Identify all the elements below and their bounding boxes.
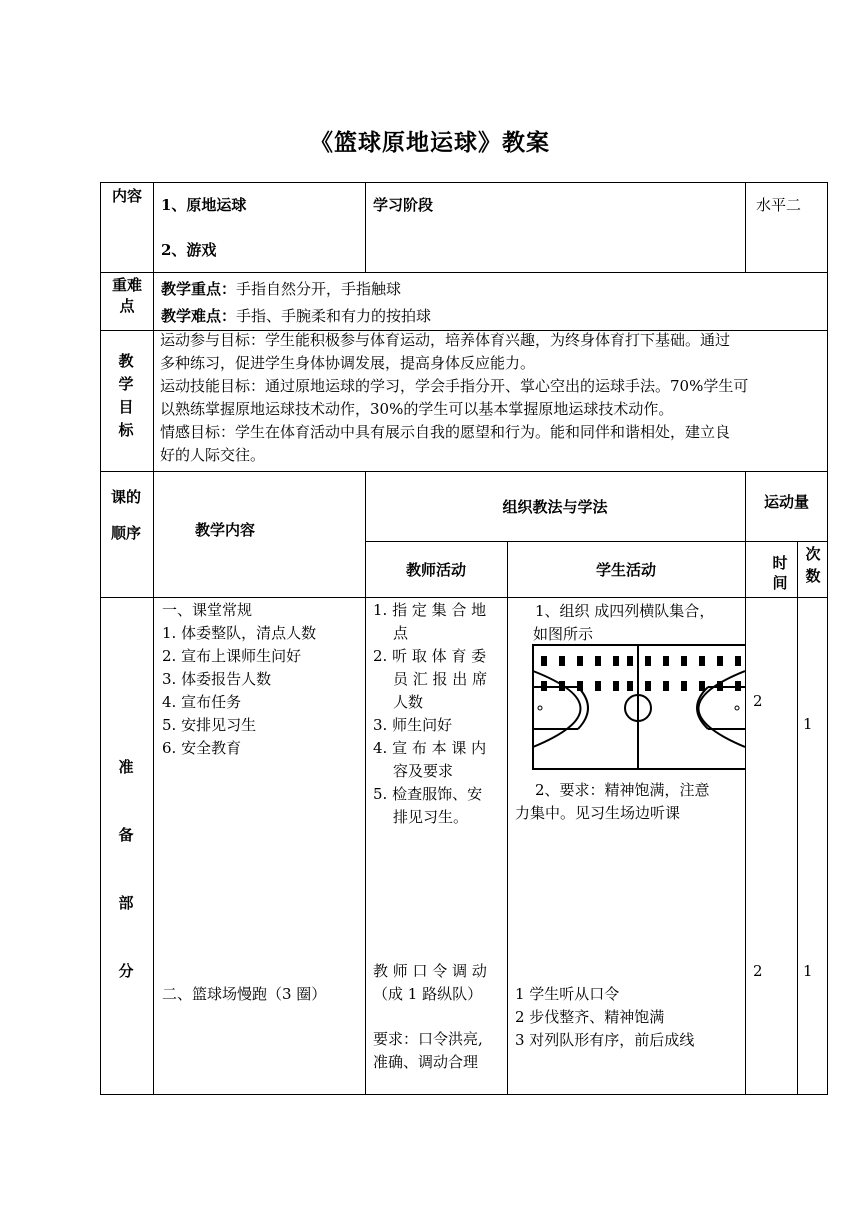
teacher-line: 准确、调动合理 [373, 1053, 479, 1071]
stage-label: 学习阶段 [373, 196, 434, 214]
table-divider [365, 541, 828, 542]
table-divider [100, 272, 828, 273]
content-heading: 二、篮球场慢跑（3 圈） [162, 985, 327, 1003]
student-line: 力集中。见习生场边听课 [515, 804, 681, 822]
content-item: 2、游戏 [161, 241, 217, 259]
content-label: 内容 [111, 187, 142, 205]
table-border-left [100, 182, 101, 1095]
teacher-line: （成 1 路纵队） [373, 985, 483, 1003]
table-divider [365, 182, 366, 272]
objectives-text [160, 329, 824, 467]
content-list-item: 2. 宣布上课师生问好 [162, 647, 302, 665]
key-point-line [161, 278, 401, 301]
teacher-line: 点 [393, 624, 409, 642]
count-value: 1 [803, 715, 813, 733]
stage-value: 水平二 [756, 196, 802, 214]
content-list-item: 4. 宣布任务 [162, 693, 242, 711]
time-value: 2 [753, 692, 763, 710]
teacher-line: 员 汇 报 出 席 [393, 670, 488, 688]
content-list-item: 3. 体委报告人数 [162, 670, 272, 688]
player-icons [541, 656, 741, 691]
student-line: 1 学生听从口令 [515, 985, 620, 1003]
page-title: 《篮球原地运球》教案 [310, 129, 550, 156]
student-line: 1、组织 成四列横队集合， [535, 602, 715, 620]
student-line: 3 对列队形有序，前后成线 [515, 1031, 695, 1049]
key-points-label: 重难点 [111, 276, 142, 315]
teacher-line: 人数 [393, 693, 424, 711]
teacher-line: 教 师 口 令 调 动 [373, 962, 487, 980]
table-divider [507, 541, 508, 1094]
teacher-line: 4. 宣 布 本 课 内 [373, 739, 487, 757]
header-content: 教学内容 [195, 521, 256, 539]
objective-line: 以熟练掌握原地运球技术动作，30%的学生可以基本掌握原地运球技术动作。 [160, 400, 674, 418]
teacher-line: 5. 检查服饰、安 [373, 785, 483, 803]
table-divider [100, 471, 828, 472]
key-point-text: 手指自然分开，手指触球 [236, 280, 402, 298]
table-divider [100, 597, 828, 598]
table-divider [153, 182, 154, 1094]
header-teacher: 教师活动 [405, 561, 466, 579]
header-methods: 组织教法与学法 [502, 498, 608, 516]
table-border-top [100, 182, 828, 183]
table-border-bottom [100, 1094, 828, 1095]
content-item: 1、原地运球 [161, 196, 247, 214]
difficulty-label: 教学难点： [161, 307, 237, 325]
time-value: 2 [753, 962, 763, 980]
teacher-line: 要求：口令洪亮, [373, 1030, 483, 1048]
table-divider [797, 541, 798, 1094]
objective-line: 情感目标：学生在体育活动中具有展示自我的愿望和行为。能和同伴和谐相处，建立良 [160, 423, 731, 441]
objective-line: 运动技能目标：通过原地运球的学习，学会手指分开、掌心空出的运球手法。70%学生可 [160, 377, 749, 395]
teacher-line: 2. 听 取 体 育 委 [373, 647, 487, 665]
teacher-line: 3. 师生问好 [373, 716, 453, 734]
content-list-item: 1. 体委整队，清点人数 [162, 624, 317, 642]
basketball-court-diagram [532, 643, 745, 776]
content-list-item: 6. 安全教育 [162, 739, 242, 757]
header-count: 次数 [805, 545, 821, 585]
difficulty-text: 手指、手腕柔和有力的按拍球 [236, 307, 432, 325]
header-student: 学生活动 [595, 561, 656, 579]
table-border-right [827, 182, 828, 1095]
header-load: 运动量 [763, 493, 809, 511]
key-point-label: 教学重点： [161, 280, 237, 298]
count-value: 1 [803, 962, 813, 980]
teacher-line: 1. 指 定 集 合 地 [373, 601, 487, 619]
student-line: 2、要求：精神饱满，注意 [535, 781, 710, 799]
header-order: 课的顺序 [110, 488, 141, 542]
objective-line: 好的人际交往。 [160, 446, 266, 464]
student-line: 2 步伐整齐、精神饱满 [515, 1008, 665, 1026]
student-line: 如图所示 [533, 625, 594, 643]
content-heading: 一、课堂常规 [162, 601, 253, 619]
table-divider [745, 182, 746, 272]
difficulty-line [161, 305, 431, 328]
objectives-label: 教学目标 [118, 352, 134, 439]
teacher-line: 容及要求 [393, 762, 454, 780]
teacher-line: 排见习生。 [393, 808, 469, 826]
section-label: 准备部分 [118, 758, 134, 980]
table-divider [745, 471, 746, 1094]
objective-line: 运动参与目标：学生能积极参与体育运动，培养体育兴趣，为终身体育打下基础。通过 [160, 331, 731, 349]
objective-line: 多种练习，促进学生身体协调发展，提高身体反应能力。 [160, 354, 536, 372]
header-time: 时间 [772, 554, 788, 592]
content-list-item: 5. 安排见习生 [162, 716, 257, 734]
